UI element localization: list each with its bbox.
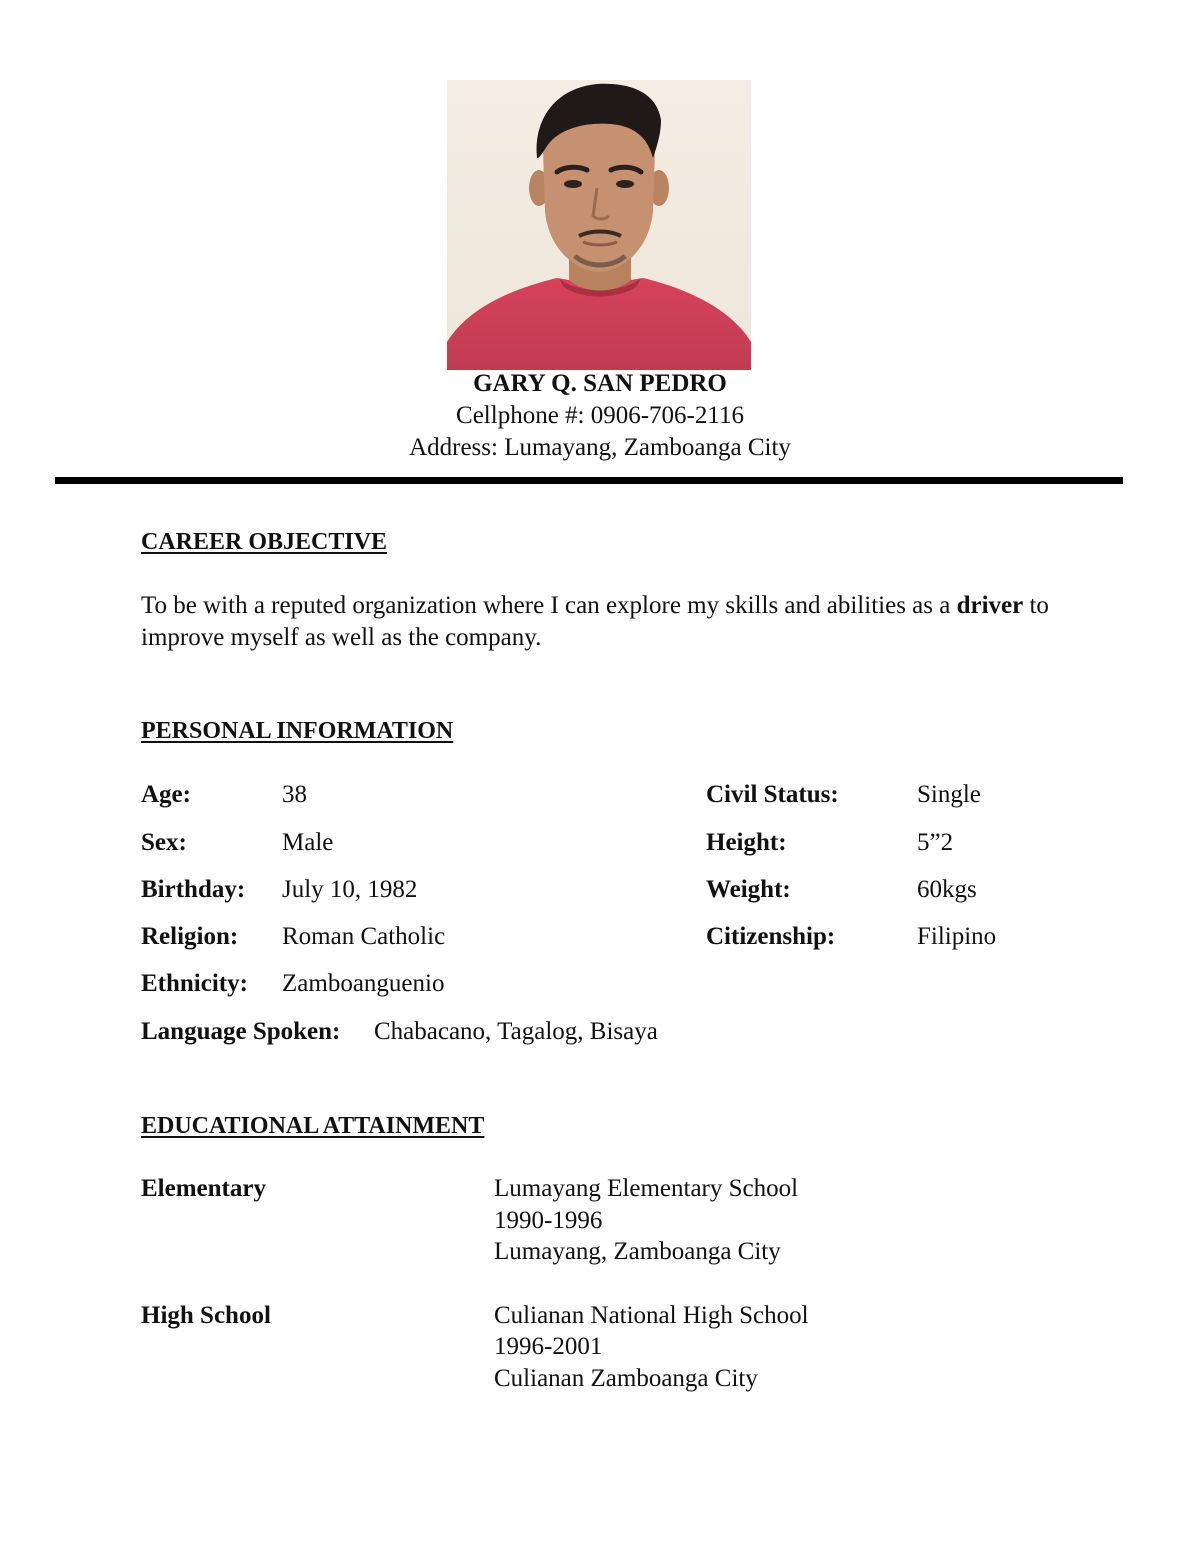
sex-value: Male [282,829,334,856]
address: Address: Lumayang, Zamboanga City [409,434,791,461]
citizenship-label: Citizenship: [706,923,836,950]
personal-information-heading: PERSONAL INFORMATION [141,718,454,744]
citizenship-value: Filipino [917,923,997,950]
religion-value: Roman Catholic [282,923,446,950]
elementary-label: Elementary [141,1175,266,1202]
ethnicity-label: Ethnicity: [141,970,248,997]
high-school-years: 1996-2001 [494,1333,603,1360]
civil-status-label: Civil Status: [706,781,839,808]
career-objective-text [141,590,1071,654]
high-school-location: Culianan Zamboanga City [494,1365,758,1392]
high-school-label: High School [141,1302,271,1329]
applicant-name: GARY Q. SAN PEDRO [473,370,727,397]
religion-label: Religion: [141,923,239,950]
height-label: Height: [706,829,787,856]
birthday-label: Birthday: [141,876,246,903]
age-value: 38 [282,781,307,808]
weight-value: 60kgs [917,876,977,903]
height-value: 5”2 [917,829,954,856]
elementary-school: Lumayang Elementary School [494,1175,799,1202]
career-objective-heading: CAREER OBJECTIVE [141,529,388,555]
applicant-photo [447,80,751,370]
sex-label: Sex: [141,829,187,856]
elementary-location: Lumayang, Zamboanga City [494,1238,781,1265]
objective-bold-word: driver [956,592,1024,619]
high-school-name: Culianan National High School [494,1302,809,1329]
header-divider [55,477,1123,484]
birthday-value: July 10, 1982 [282,876,418,903]
language-label: Language Spoken: [141,1018,341,1045]
objective-text-start: To be with a reputed organization where I can explore my skills and abilities as a [141,592,957,619]
age-label: Age: [141,781,191,808]
ethnicity-value: Zamboanguenio [282,970,445,997]
objective-text-end: to improve myself as well as the company. [141,592,1049,651]
weight-label: Weight: [706,876,791,903]
language-value: Chabacano, Tagalog, Bisaya [374,1018,658,1045]
phone-number: Cellphone #: 0906-706-2116 [456,402,744,429]
civil-status-value: Single [917,781,981,808]
elementary-years: 1990-1996 [494,1207,603,1234]
educational-attainment-heading: EDUCATIONAL ATTAINMENT [141,1113,485,1139]
